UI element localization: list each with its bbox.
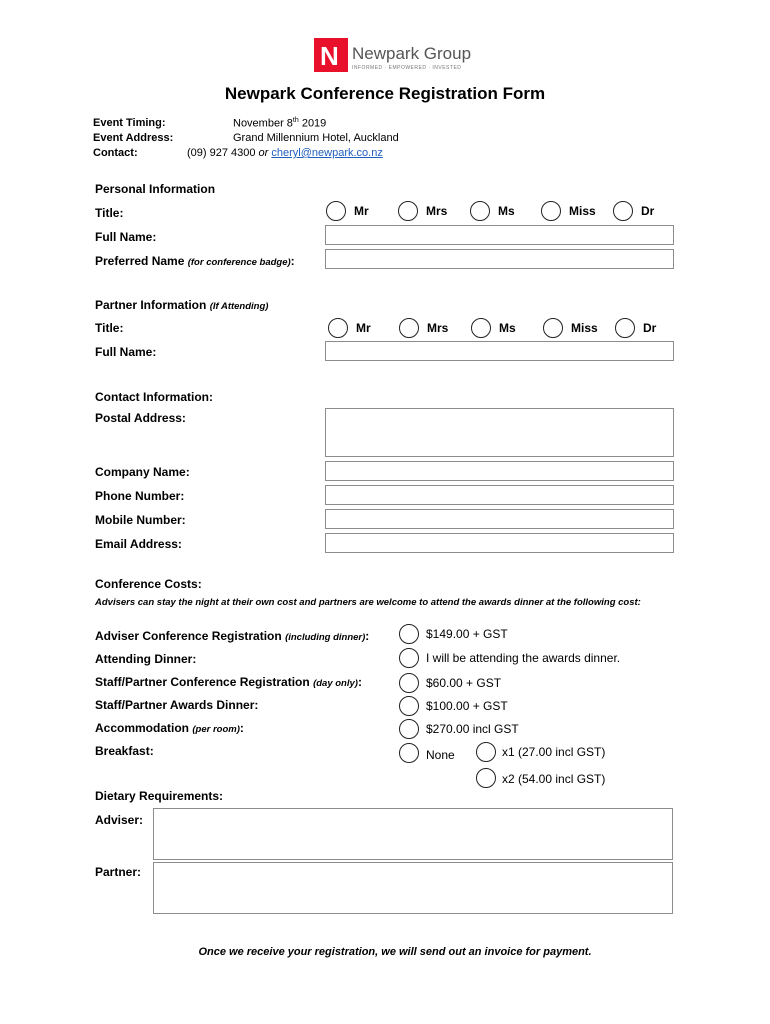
preferred-name-field[interactable] [325,249,674,269]
phone-number-label: Phone Number: [95,489,185,503]
dietary-heading: Dietary Requirements: [95,789,224,803]
breakfast-none-label: None [426,748,455,762]
attending-dinner-radio[interactable] [399,648,419,668]
dietary-partner-field[interactable] [153,862,673,914]
attending-dinner-label: Attending Dinner: [95,652,197,666]
mobile-number-label: Mobile Number: [95,513,186,527]
personal-title-dr-label: Dr [641,204,655,218]
logo-mark: N [314,38,348,72]
costs-heading: Conference Costs: [95,577,202,591]
dietary-adviser-label: Adviser: [95,813,144,827]
personal-fullname-field[interactable] [325,225,674,245]
personal-fullname-label: Full Name: [95,230,157,244]
phone-number-field[interactable] [325,485,674,505]
accommodation-price: $270.00 incl GST [426,722,519,736]
event-address-label: Event Address: [93,132,174,144]
footer-note: Once we receive your registration, we will send out an invoice for payment. [198,946,592,958]
email-address-label: Email Address: [95,537,182,551]
logo-tagline: INFORMED · EMPOWERED · INVESTED [352,65,462,71]
postal-address-field[interactable] [325,408,674,457]
partner-title-dr-radio[interactable] [615,318,635,338]
staff-registration-price: $60.00 + GST [426,676,502,690]
awards-dinner-radio[interactable] [399,696,419,716]
contact-heading: Contact Information: [95,390,213,404]
personal-title-mr-label: Mr [354,204,369,218]
personal-heading: Personal Information [95,182,216,196]
partner-title-mrs-radio[interactable] [399,318,419,338]
breakfast-none-radio[interactable] [399,743,419,763]
adviser-registration-price: $149.00 + GST [426,627,508,641]
partner-title-mr-radio[interactable] [328,318,348,338]
personal-title-miss-label: Miss [569,204,596,218]
partner-title-mrs-label: Mrs [427,321,449,335]
personal-title-mr-radio[interactable] [326,201,346,221]
postal-address-label: Postal Address: [95,411,186,425]
event-address-value: Grand Millennium Hotel, Auckland [233,132,399,144]
accommodation-label: Accommodation (per room): [95,721,244,735]
attending-dinner-option: I will be attending the awards dinner. [426,651,621,665]
company-name-field[interactable] [325,461,674,481]
personal-title-dr-radio[interactable] [613,201,633,221]
staff-registration-label: Staff/Partner Conference Registration (day only): [95,675,362,689]
preferred-name-label: Preferred Name (for conference badge): [95,254,295,268]
event-timing-label: Event Timing: [93,117,166,129]
awards-dinner-label: Staff/Partner Awards Dinner: [95,698,259,712]
partner-title-dr-label: Dr [643,321,657,335]
breakfast-label: Breakfast: [95,744,154,758]
breakfast-x2-label: x2 (54.00 incl GST) [502,772,606,786]
company-name-label: Company Name: [95,465,190,479]
costs-note: Advisers can stay the night at their own cost and partners are welcome to attend the awards dinner at the following cost: [95,597,641,608]
staff-registration-radio[interactable] [399,673,419,693]
personal-title-mrs-label: Mrs [426,204,448,218]
personal-title-mrs-radio[interactable] [398,201,418,221]
awards-dinner-price: $100.00 + GST [426,699,508,713]
breakfast-x1-radio[interactable] [476,742,496,762]
contact-value: (09) 927 4300 or cheryl@newpark.co.nz [187,147,383,159]
mobile-number-field[interactable] [325,509,674,529]
personal-title-label: Title: [95,206,124,220]
partner-heading: Partner Information (If Attending) [95,298,269,312]
dietary-partner-label: Partner: [95,865,142,879]
adviser-registration-label: Adviser Conference Registration (including dinner): [95,629,370,643]
page-title: Newpark Conference Registration Form [224,84,546,103]
partner-title-label: Title: [95,321,124,335]
accommodation-radio[interactable] [399,719,419,739]
email-address-field[interactable] [325,533,674,553]
partner-fullname-label: Full Name: [95,345,157,359]
breakfast-x2-radio[interactable] [476,768,496,788]
personal-title-ms-radio[interactable] [470,201,490,221]
contact-email-link[interactable]: cheryl@newpark.co.nz [271,147,383,159]
logo-name: Newpark Group [352,44,472,63]
partner-title-ms-radio[interactable] [471,318,491,338]
event-timing-value: November 8th 2019 [233,117,327,130]
partner-title-miss-label: Miss [571,321,598,335]
personal-title-ms-label: Ms [498,204,515,218]
dietary-adviser-field[interactable] [153,808,673,860]
partner-title-ms-label: Ms [499,321,516,335]
breakfast-x1-label: x1 (27.00 incl GST) [502,745,606,759]
partner-fullname-field[interactable] [325,341,674,361]
contact-label: Contact: [93,147,138,159]
adviser-registration-radio[interactable] [399,624,419,644]
personal-title-miss-radio[interactable] [541,201,561,221]
partner-title-mr-label: Mr [356,321,371,335]
partner-title-miss-radio[interactable] [543,318,563,338]
